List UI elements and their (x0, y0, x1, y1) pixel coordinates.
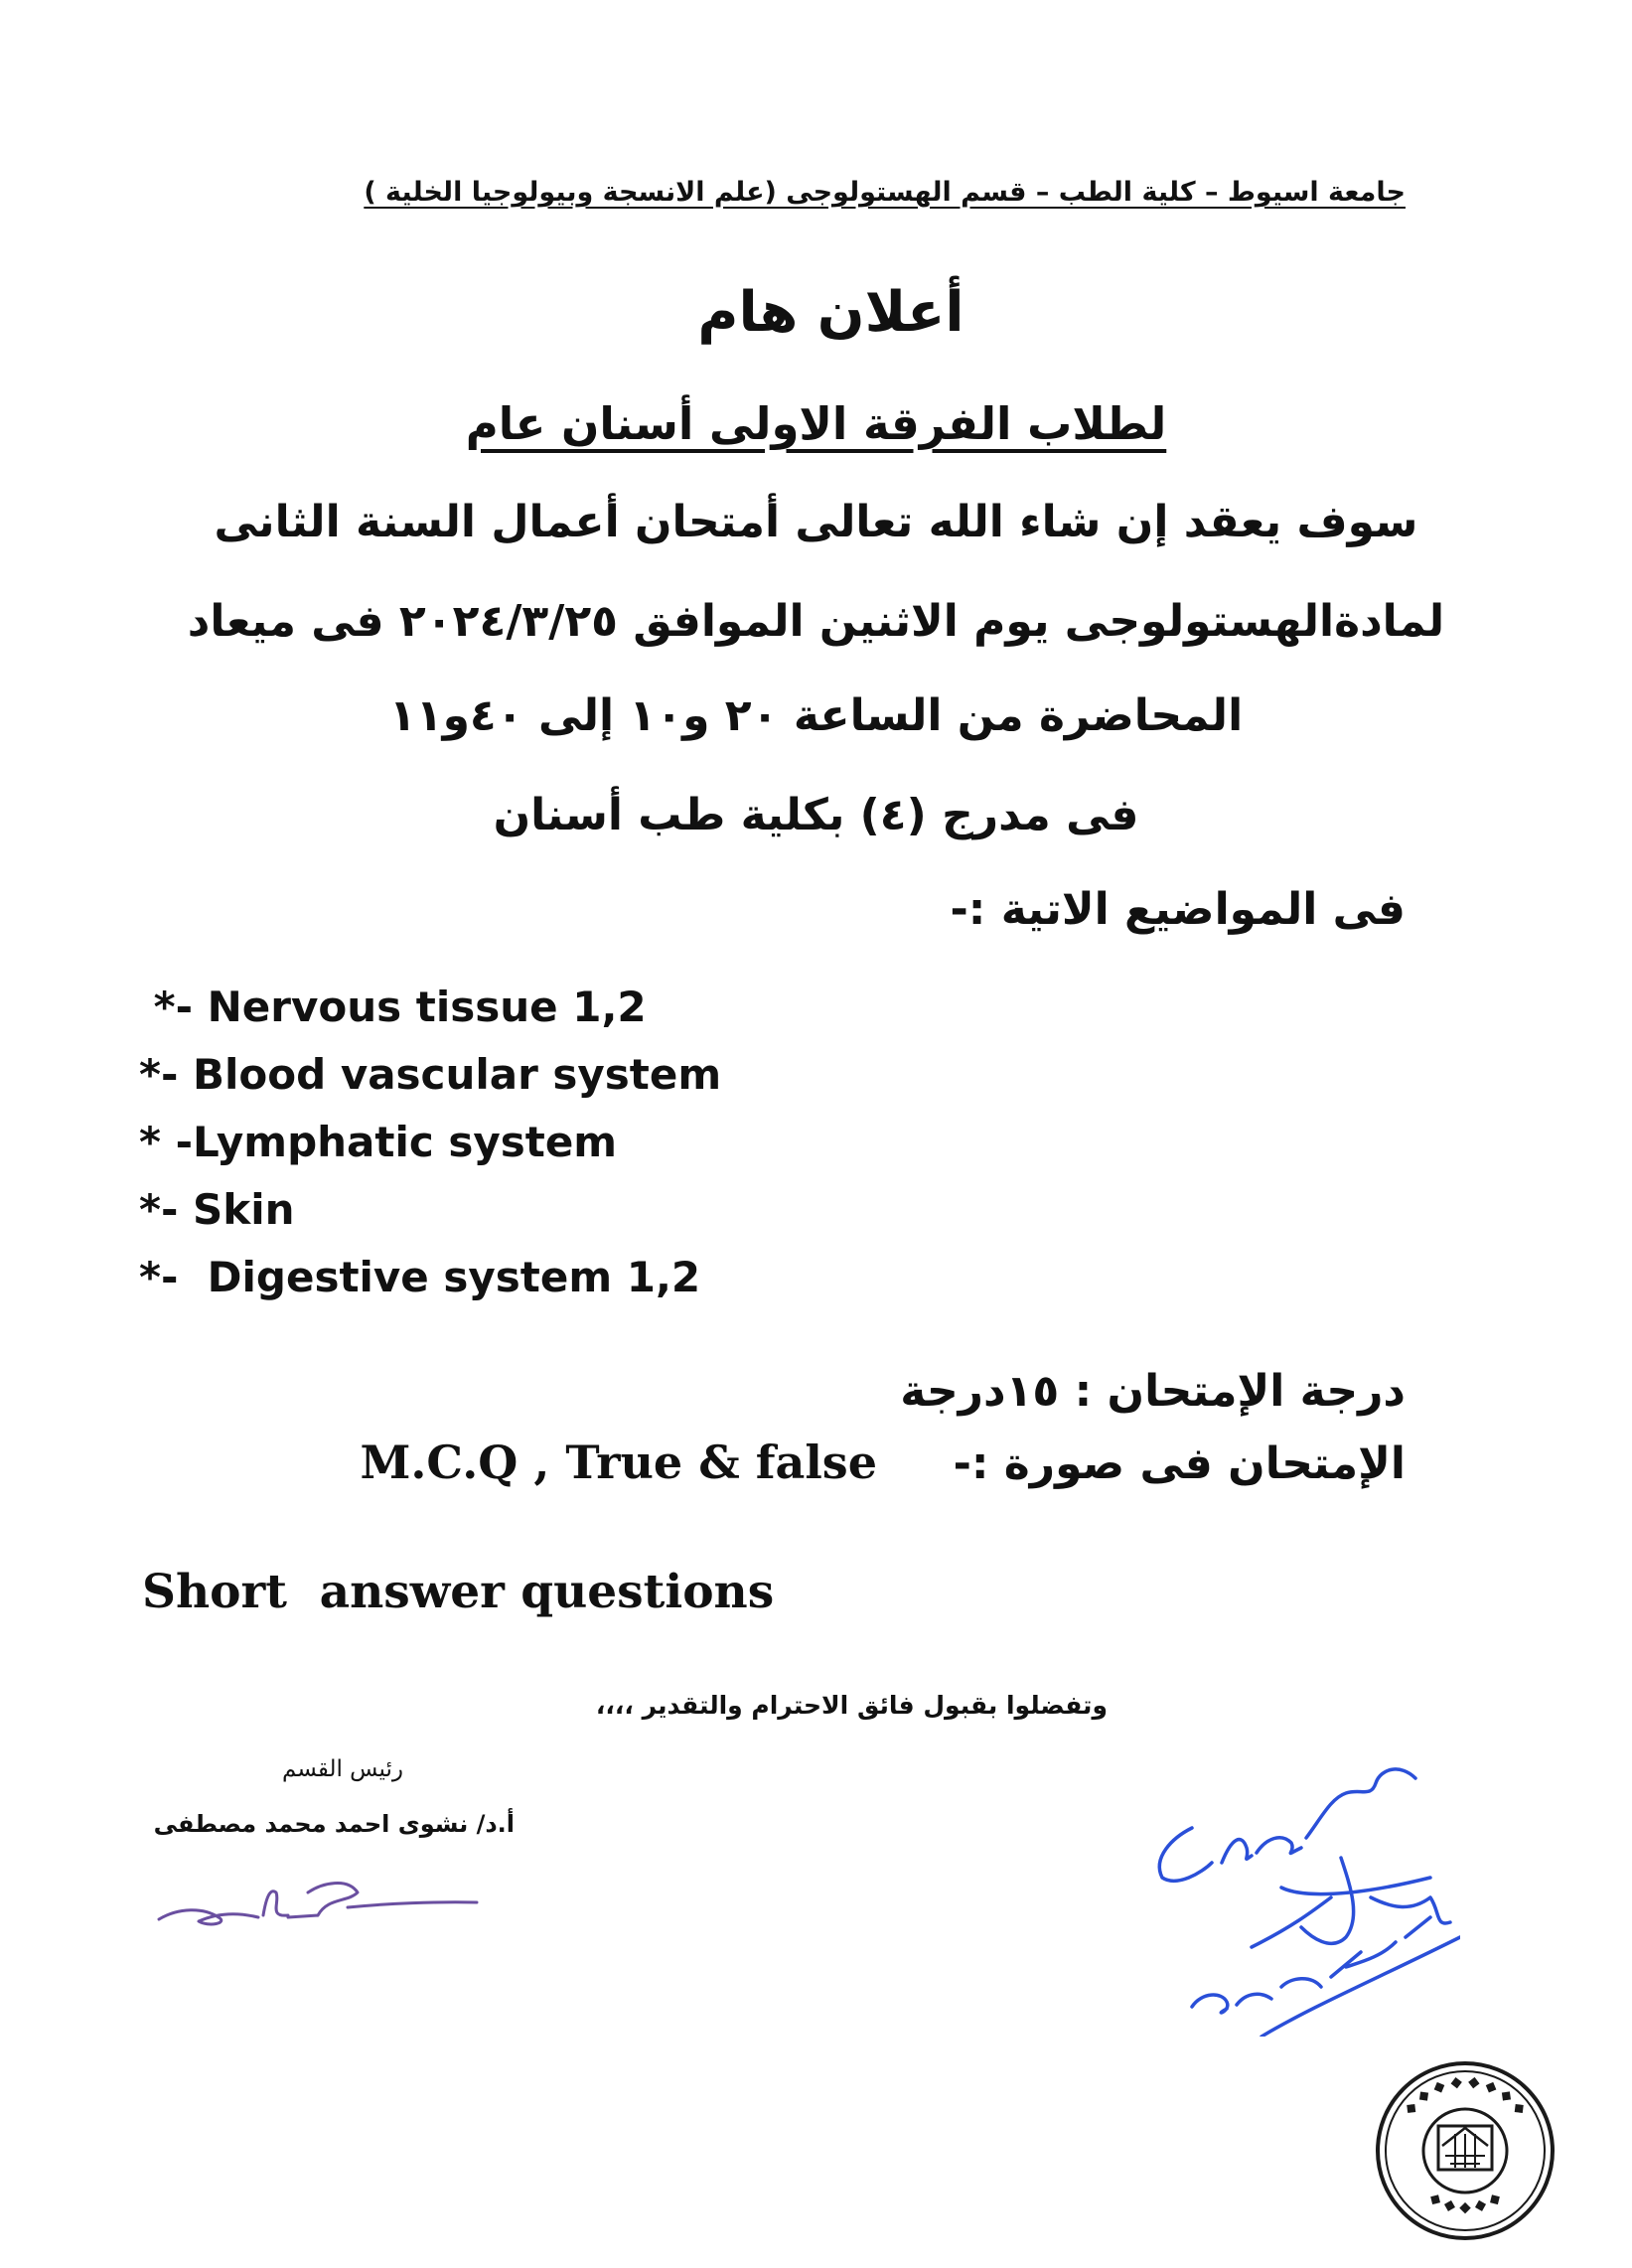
department-head-name: أ.د/ نشوى احمد محمد مصطفى (153, 1810, 515, 1838)
topics-heading: فى المواضيع الاتية :- (950, 884, 1406, 935)
official-seal (1371, 2056, 1559, 2245)
body-line-3: المحاضرة من الساعة ٢٠ و١٠ إلى ٤٠و١١ (388, 690, 1244, 741)
short-answer-line: Short answer questions (142, 1565, 775, 1619)
exam-format-value: M.C.Q , True & false (360, 1436, 877, 1489)
topic-item: *- Digestive system 1,2 (139, 1253, 701, 1301)
body-line-1: سوف يعقد إن شاء الله تعالى أمتحان أعمال السنة الثانى (214, 497, 1418, 547)
right-signature (1132, 1739, 1460, 2037)
closing-line: وتفضلوا بقبول فائق الاحترام والتقدير ،،،، (595, 1691, 1108, 1720)
svg-text:◆ ◆ ◆ ◆ ◆: ◆ ◆ ◆ ◆ ◆ (1426, 2188, 1504, 2216)
announcement-title: أعلان هام (697, 280, 964, 345)
svg-text:◆ ◆ ◆ ◆ ◆ ◆ ◆ ◆: ◆ ◆ ◆ ◆ ◆ ◆ ◆ ◆ (1400, 2071, 1531, 2118)
topic-item: * -Lymphatic system (139, 1118, 618, 1166)
header-line: جامعة اسيوط – كلية الطب – قسم الهستولوجى (علم الانسجة وبيولوجيا الخلية ) (364, 177, 1406, 208)
exam-format (360, 1436, 1406, 1489)
left-signature (149, 1858, 487, 1947)
topic-item: *- Skin (139, 1185, 295, 1234)
exam-grade: درجة الإمتحان : ١٥درجة (900, 1366, 1406, 1417)
announcement-subtitle: لطلاب الفرقة الاولى أسنان عام (465, 397, 1167, 450)
body-line-2: لمادةالهستولوجى يوم الاثنين الموافق ٢٠٢٤/٣/٢٥ فى ميعاد (187, 596, 1445, 647)
exam-format-label: الإمتحان فى صورة :- (953, 1438, 1406, 1489)
body-line-4: فى مدرج (٤) بكلية طب أسنان (493, 790, 1139, 840)
topic-item: *- Blood vascular system (139, 1050, 722, 1099)
topic-item: *- Nervous tissue 1,2 (139, 983, 647, 1031)
department-head-label: رئيس القسم (282, 1756, 403, 1782)
topics-list (139, 974, 721, 1311)
